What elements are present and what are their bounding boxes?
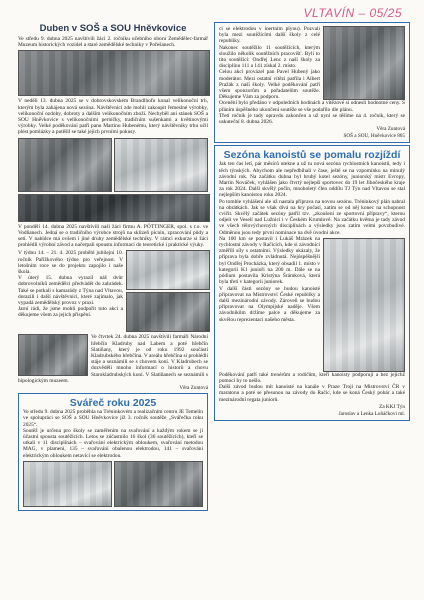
- paragraph: Ve středu 9. dubna 2025 navštívili žáci 2. ročníku učebního oboru Zemědělec-farmář Muzeum historických vozidel a staré zemědělské techniky v Pořešanech.: [18, 36, 208, 49]
- photo-row: [18, 138, 208, 192]
- paragraph: V další části sezóny se budou kanoisté připravovat na Mistrovství České republiky a další mezinárodní závody. Zároveň se budou připravovat na Olympijské naděje. Všem závodníkům držíme palce a děkujeme za skvělou reprezentaci našeho města.: [219, 285, 320, 323]
- article-svarec-continued: [214, 22, 410, 143]
- author-affiliation: SOŠ a SOU, Hněvkovice 865: [343, 133, 405, 140]
- paragraph: Poděkování patří také trenérům a rodičům, kteří kanoisty podporují a bez jejichž pomoci by to nešlo.: [219, 371, 405, 385]
- photo-easter-stand: [114, 138, 208, 192]
- paragraph: V neděli 13. dubna 2025 se v dobrovskovském Brandlhofu konal velikonoční trh, kterým byla zahájena nová sezóna. Návštěvníci zde mohli zakoupit řemeslné výrobky, velikonoční ozdoby, dobroty a dalším velikonočním zboží. Nechyběl ani stánek SOŠ a SOU Hněvkovice s velikonočními perníčky, tradičním sušenkami a květinovými výrobky. Velké poděkování patří panu Martinu Hubenému, který návštěvníky trhu učil plést pomlázky a potěšil se také jejich prvními pokusy.: [18, 98, 208, 136]
- author-signature: Věra Zuntová: [376, 126, 405, 133]
- paragraph: Soutěž je určena pro školy se zaměřením na svařování a každým rokem se jí účastní spousta soutěžících. Letos se zúčastnilo 16 škol (36 soutěžících), kteří se utkali v 11 disciplínách – svařování elektrickým obloukem, svařování metodou MAG, v plameni, 135 – svařování obalenou elektrodou, 141 – svařování elektrickým obloukem netavící se elektrodou.: [23, 427, 203, 459]
- paragraph: Nakonec soutěžilo 11 soutěžících, kterým sloužilo několik soutěžních pracovišť. Byli to tito soutěžící: Ondřej Lenc z naší školy za disciplínu 111 a 141 získal 2. místo.: [219, 44, 320, 70]
- photo-welding-group: [23, 461, 112, 507]
- paragraph: ci se elektrodou v inertním plynu). Pozvali byla mezi soutěžícími další školy z celé republiky.: [219, 26, 320, 45]
- article-kanoisti: [214, 145, 410, 421]
- photo-stack: [126, 250, 208, 332]
- photo-horses: [18, 334, 88, 376]
- article-title-duben: Duben v SOŠ a SOU Hněvkovice: [39, 23, 187, 34]
- kladruby-section: [18, 334, 208, 384]
- paragraph: Další závod budou mít kanoisté na kanále v Praze Troji na Mistrovství ČR v maratonu a poté se přesunou na závody do Račic, kde se koná Český pohár a také mezinárodní regata juniorů.: [219, 384, 405, 403]
- right-column: [214, 22, 410, 592]
- paragraph: Celou akcí provázel pan Pavel Hubený jako moderátor. Mezi ostatní vítězi patřila i Albert Pražák z naší školy. Velké poděkování patří všem sponzorům a pořadatelům soutěže. Děkujeme Vám za podporu.: [219, 69, 320, 101]
- paragraph: Třetí ročník je tady opravdu zakončen a už nyní se těšíme na 4. ročník, který se uskuteční 8. dubna 2026.: [219, 112, 405, 126]
- issue-stamp: VLTAVÍN – 05/25: [303, 6, 402, 20]
- author-signature: Věra Zuntová: [179, 385, 208, 392]
- paragraph: Ve čtvrtek 24. dubna 2025 navštívili farmáři Národní hřebčín Kladruby nad Labem a poté hřebčín Slatiňany, který je od roku 1992 součástí Kladrubského hřebčína. V areálu hřebčína si prohlédli stáje a seznámili se s chovem koní. V Kladrubech se dozvěděli mnoho informací o historii a chovu Starokladrubských koní. V Slatiňanech se seznámili s hipologickým muzeem.: [18, 334, 208, 384]
- article-title-kanoisti: Sezóna kanoistů se pomalu rozjíždí: [223, 149, 401, 162]
- paragraph: Na 100 km se postavil i Lukáš Mrázek na rychlostní závody v Račicích, kde si závodníci změřili síly s ostatními. Výsledky ukázaly, že příprava byla dobře zvládnutá. Nejúspěšnější byl Ondřej Procházka, který obsadil 1. místo v kategorii K1 junioři na 200 m. Dále se na pódium postavila Kristýna Šrámková, která byla třetí v kategorii juniorek.: [219, 235, 320, 286]
- paragraph: Jak ten čas letí, pár měsíců utekne a už tu nová sezóna rychlostních kanoistů, tedy i těch týnských. Abychom ale nepředbíhali v čase, ještě se na vzpomínku na minulý závodní rok. Na začátku dubna byl hrubý kotel sezóny, juniorský mistr Evropy, Martin Nováček, vyhlášen jako čtvrtý nejlepší sportovec do 19 let Jihočeského kraje za rok 2024. Další skvělý počin, mnoholetý člen oddílu TJ Týn nad Vltavou se stal nejlepším kanoistou roku 2024.: [219, 161, 405, 199]
- paragraph: V týdnu 14. – 21. 4. 2025 proběhl jubilejní 10. ročník Pařížkového týdne pro veřejnost. V letošním roce se do projektu zapojilo i naše škola.: [18, 250, 123, 276]
- photo-canoeists: [323, 238, 405, 372]
- paragraph: Jarní rádi, že jsme mohli podpořit tuto akci a děkujeme všem za jejich přispění.: [18, 306, 123, 319]
- photo-welding-winners: [323, 26, 405, 100]
- photo-row: [23, 461, 203, 507]
- article-svarec: [18, 393, 208, 511]
- photo-farm-animals: [126, 292, 210, 332]
- author-signature: Jaroslav a Lenka Luňáčkovi ml.: [338, 410, 405, 417]
- paragraph: V pondělí 14. dubna 2025 navštívili naši žáci firmu A. PÖTTINGER, spol. s r.o. ve Vodňanech. Jedná se o tradičního výrobce strojů na sklizeň pícnin, zpracování půdy a setí. V nabídce má ovšem i jiné druhy zemědělské techniky. V rámci exkurze si žáci prohlédli výrobní závod a načerpali spoustu informací do teoretické i praktické výuky.: [18, 223, 208, 249]
- paragraph: Po tomhle vyhlášení ale už nastala příprava na novou sezónu. Tréninkový plán nabral na obrátkách. Jak se však dívá na hry počasí, zatím se od něj konec na schopnost cvičit. Skvělý začátek sezóny patřil tzv. „zkoušení ze sportovní přípravy“, kterou odjeli ve Veselí nad Lužnicí i v Českém Krumlově. Na začátku května je tady závod ve všech tělovýchovných disciplínách a výsledky jsou zatím velmi povzbudivé. Odměnou jsou tedy první nominace na dvě úvodní akce.: [219, 198, 405, 236]
- paragraph: Ve středu 9. dubna 2025 proběhla na Tréninkovém a realizačním centru JE Temelín ve spolupráci se SOŠ a SOU Hněvkovice již 3. ročník soutěže „Svářečka roku 2025“.: [23, 409, 203, 428]
- photo-museum: [18, 50, 210, 96]
- paragraph: Ocenění bylo předáno v odpoledních hodinách a vítězové si odnesli hodnotné ceny. S přáním úspěšného ukončení soutěže se vše podařilo dle plánu.: [219, 100, 405, 113]
- photo-welding-work: [114, 461, 203, 507]
- author-signature: Za KKJ Týn: [379, 403, 405, 410]
- article-title-svarec: Svářeč roku 2025: [69, 397, 157, 410]
- left-column: [18, 22, 208, 592]
- article-duben: [18, 36, 208, 391]
- farm-section: [18, 250, 208, 332]
- photo-pottinger: [18, 194, 210, 222]
- photo-easter-market: [18, 138, 112, 192]
- photo-farm-kids: [126, 250, 210, 290]
- paragraph: V úterý 15. dubna vyrazil náš dvůr dobrovolníků zemědělci předvádět do zahrádek. Také se potkali s kamarády z Týna nad Vltavou, dorazili i další návštěvníci, které zajímalo, jak vypadá zemědělský provoz v praxi.: [18, 275, 123, 307]
